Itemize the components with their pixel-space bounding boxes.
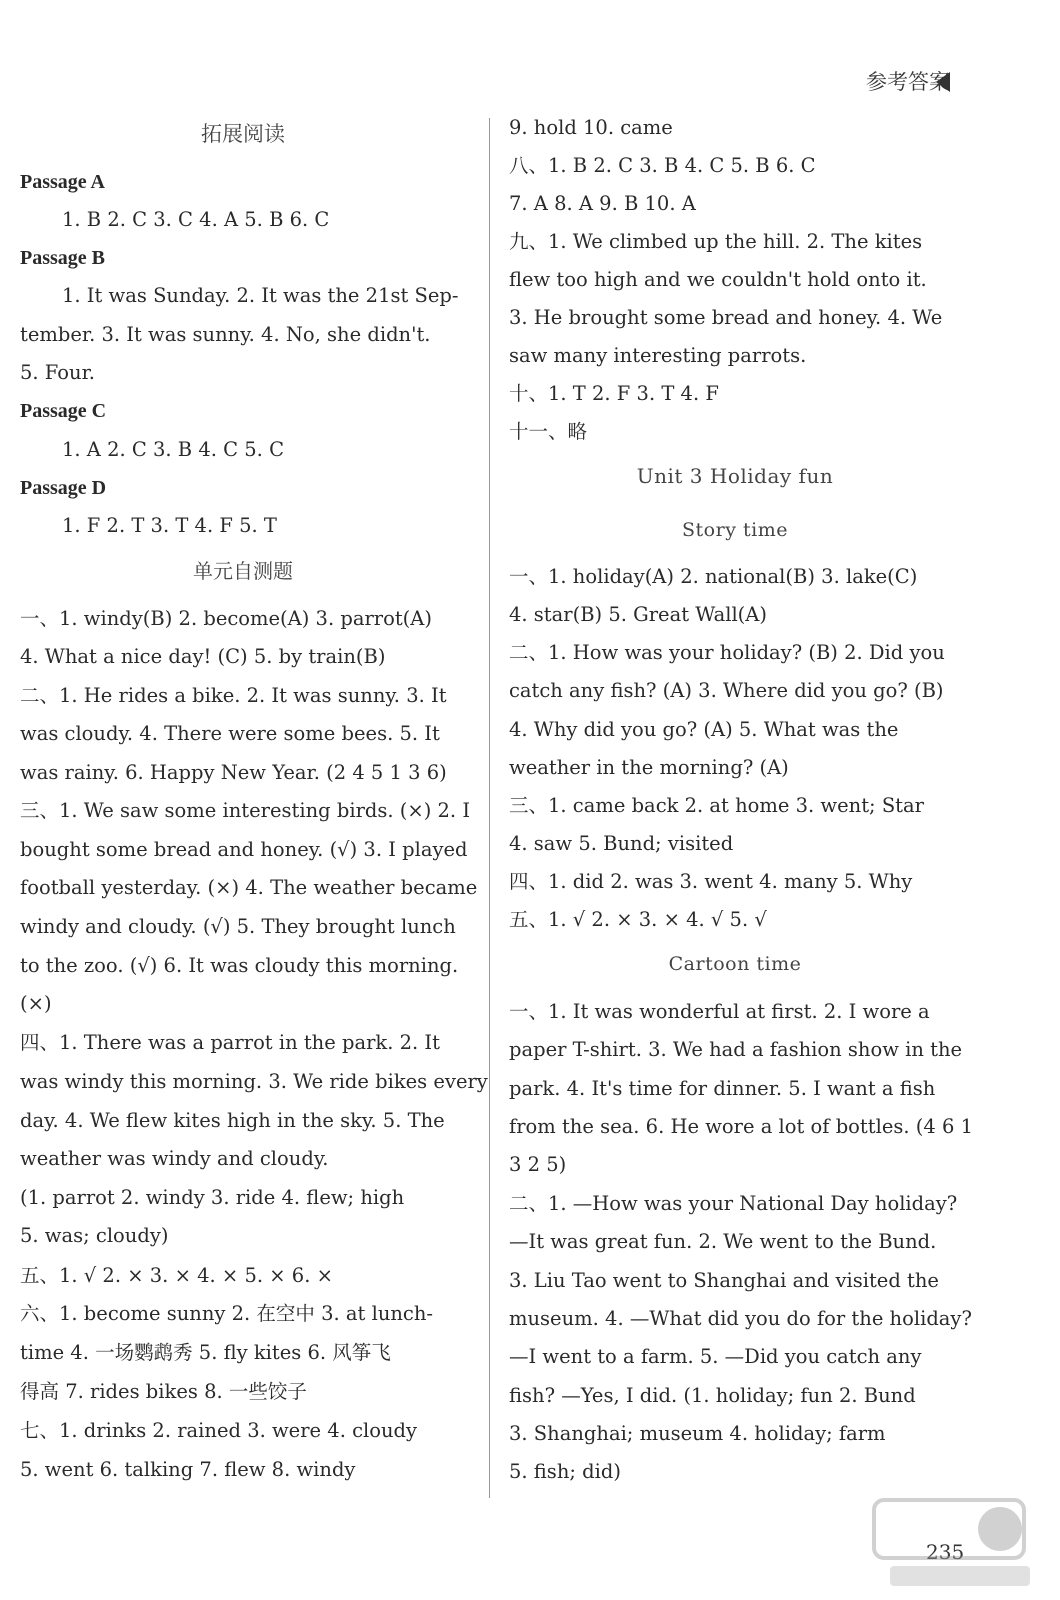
answer-line: 3 2 5) xyxy=(509,1153,567,1176)
answer-line: flew too high and we couldn't hold onto it. xyxy=(509,268,927,291)
answer-line: was cloudy. 4. There were some bees. 5. It xyxy=(20,722,440,745)
heading-extended-reading: 拓展阅读 xyxy=(201,122,285,146)
answer-line: to the zoo. (√) 6. It was cloudy this morning. xyxy=(20,954,459,977)
passage-b-label: Passage B xyxy=(20,247,105,269)
answer-line: weather was windy and cloudy. xyxy=(20,1147,329,1170)
answer-line: 4. saw 5. Bund; visited xyxy=(509,832,734,855)
answer-line: was windy this morning. 3. We ride bikes every xyxy=(20,1070,488,1093)
answer-line: 得高 7. rides bikes 8. 一些饺子 xyxy=(20,1380,307,1403)
answer-line: (×) xyxy=(20,992,52,1015)
answer-line: catch any fish? (A) 3. Where did you go? (B) xyxy=(509,679,944,702)
answer-line: 4. star(B) 5. Great Wall(A) xyxy=(509,603,767,626)
watermark-logo xyxy=(870,1494,1040,1594)
answer-line: 七、1. drinks 2. rained 3. were 4. cloudy xyxy=(20,1419,418,1442)
passage-c-answers: 1. A 2. C 3. B 4. C 5. C xyxy=(62,438,284,461)
answer-line: park. 4. It's time for dinner. 5. I want a fish xyxy=(509,1077,936,1100)
answer-line: 三、1. came back 2. at home 3. went; Star xyxy=(509,794,924,817)
answer-line: weather in the morning? (A) xyxy=(509,756,789,779)
answer-line: 3. He brought some bread and honey. 4. We xyxy=(509,306,943,329)
answer-line: 五、1. √ 2. × 3. × 4. × 5. × 6. × xyxy=(20,1264,333,1287)
header-arrow-icon xyxy=(936,72,950,92)
answer-line: 4. What a nice day! (C) 5. by train(B) xyxy=(20,645,386,668)
passage-b-line: tember. 3. It was sunny. 4. No, she didn't. xyxy=(20,323,431,346)
answer-line: fish? —Yes, I did. (1. holiday; fun 2. Bund xyxy=(509,1384,916,1407)
cartoon-time-heading: Cartoon time xyxy=(668,953,802,975)
answer-line: 一、1. It was wonderful at first. 2. I wore a xyxy=(509,1000,930,1023)
answer-line: 二、1. He rides a bike. 2. It was sunny. 3. It xyxy=(20,684,447,707)
passage-c-label: Passage C xyxy=(20,400,107,422)
answer-line: time 4. 一场鹦鹉秀 5. fly kites 6. 风筝飞 xyxy=(20,1341,391,1364)
answer-line: 3. Liu Tao went to Shanghai and visited the xyxy=(509,1269,939,1292)
answer-line: 4. Why did you go? (A) 5. What was the xyxy=(509,718,899,741)
answer-line: 十、1. T 2. F 3. T 4. F xyxy=(509,382,719,405)
story-time-heading: Story time xyxy=(682,519,788,541)
answer-line: 十一、略 xyxy=(509,420,588,443)
header-title: 参考答案 xyxy=(866,70,950,94)
answer-line: 四、1. did 2. was 3. went 4. many 5. Why xyxy=(509,870,913,893)
answer-line: 六、1. become sunny 2. 在空中 3. at lunch- xyxy=(20,1302,434,1325)
answer-line: 九、1. We climbed up the hill. 2. The kites xyxy=(509,230,923,253)
answer-line: (1. parrot 2. windy 3. ride 4. flew; high xyxy=(20,1186,405,1209)
answer-line: 3. Shanghai; museum 4. holiday; farm xyxy=(509,1422,886,1445)
answer-line: paper T-shirt. 3. We had a fashion show in the xyxy=(509,1038,963,1061)
passage-d-answers: 1. F 2. T 3. T 4. F 5. T xyxy=(62,514,277,537)
answer-line: bought some bread and honey. (√) 3. I played xyxy=(20,838,468,861)
answer-line: 八、1. B 2. C 3. B 4. C 5. B 6. C xyxy=(509,154,816,177)
answer-line: —I went to a farm. 5. —Did you catch any xyxy=(509,1345,922,1368)
answer-line: football yesterday. (×) 4. The weather became xyxy=(20,876,478,899)
answer-line: saw many interesting parrots. xyxy=(509,344,807,367)
answer-line: 5. fish; did) xyxy=(509,1460,621,1483)
answer-line: 9. hold 10. came xyxy=(509,116,673,139)
answer-line: 5. went 6. talking 7. flew 8. windy xyxy=(20,1458,356,1481)
answer-line: was rainy. 6. Happy New Year. (2 4 5 1 3 6) xyxy=(20,761,447,784)
passage-a-answers: 1. B 2. C 3. C 4. A 5. B 6. C xyxy=(62,208,330,231)
answer-line: 五、1. √ 2. × 3. × 4. √ 5. √ xyxy=(509,908,767,931)
answer-line: 7. A 8. A 9. B 10. A xyxy=(509,192,696,215)
column-divider xyxy=(489,118,490,1498)
passage-a-label: Passage A xyxy=(20,171,105,193)
answer-line: day. 4. We flew kites high in the sky. 5. The xyxy=(20,1109,445,1132)
passage-d-label: Passage D xyxy=(20,477,107,499)
page-number: 235 xyxy=(926,1540,965,1564)
answer-line: —It was great fun. 2. We went to the Bund. xyxy=(509,1230,937,1253)
heading-unit-self-test: 单元自测题 xyxy=(193,559,293,583)
answer-line: 二、1. —How was your National Day holiday? xyxy=(509,1192,958,1215)
passage-b-line: 5. Four. xyxy=(20,361,95,384)
answer-line: 三、1. We saw some interesting birds. (×) 2. I xyxy=(20,799,471,822)
answer-line: 四、1. There was a parrot in the park. 2. It xyxy=(20,1031,440,1054)
answer-line: 一、1. holiday(A) 2. national(B) 3. lake(C) xyxy=(509,565,918,588)
unit-title: Unit 3 Holiday fun xyxy=(636,464,834,488)
answer-line: museum. 4. —What did you do for the holiday? xyxy=(509,1307,972,1330)
answer-line: 二、1. How was your holiday? (B) 2. Did you xyxy=(509,641,945,664)
answer-line: from the sea. 6. He wore a lot of bottles. (4 6 1 xyxy=(509,1115,974,1138)
answer-line: windy and cloudy. (√) 5. They brought lunch xyxy=(20,915,456,938)
answer-line: 一、1. windy(B) 2. become(A) 3. parrot(A) xyxy=(20,607,432,630)
answer-line: 5. was; cloudy) xyxy=(20,1224,169,1247)
passage-b-line: 1. It was Sunday. 2. It was the 21st Sep- xyxy=(62,284,459,307)
